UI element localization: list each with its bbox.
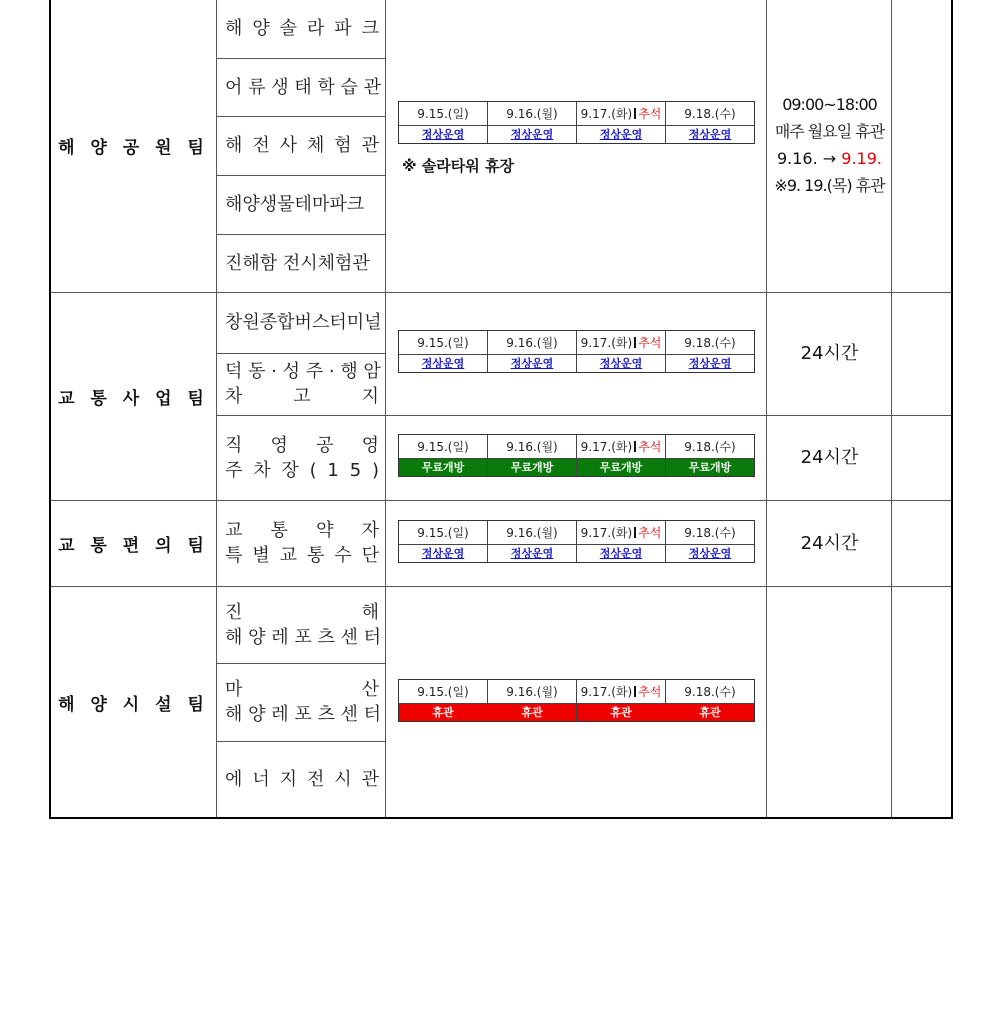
hours-closed-day: 매주 월요일 휴관	[774, 122, 885, 141]
facility-name	[217, 586, 387, 663]
date-cell: 9.15.(일)	[399, 102, 488, 126]
facility-label: 해 전 사 체 험 관	[225, 135, 379, 156]
facility-name	[217, 415, 387, 500]
status-cell: 정상운영	[488, 545, 577, 562]
operation-table	[49, 0, 953, 819]
facility-label: 차 고 지	[225, 386, 379, 407]
facility-name	[217, 234, 387, 292]
facility-name	[217, 741, 387, 817]
date-cell: 9.15.(일)	[399, 435, 488, 459]
date-cell: 9.15.(일)	[399, 331, 488, 355]
facility-label: 교 통 약 자	[225, 520, 379, 541]
team-name: 해 양 시 설 팀	[58, 695, 209, 715]
date-cell: 9.17.(화) 추석	[577, 680, 666, 704]
facility-name	[217, 58, 387, 116]
date-cell: 9.16.(월)	[488, 102, 577, 126]
schedule-table	[398, 434, 755, 477]
status-cell: 정상운영	[399, 545, 488, 562]
hours-change: 9.16. → 9.19.	[776, 149, 882, 168]
date-cell: 9.18.(수)	[666, 435, 754, 459]
date-cell: 9.17.(화) 추석	[577, 102, 666, 126]
status-cell: 정상운영	[688, 357, 732, 370]
date-cell: 9.17.(화) 추석	[577, 331, 666, 355]
date-cell: 9.18.(수)	[666, 680, 754, 704]
facility-name	[217, 0, 387, 58]
facility-label: 해양생물테마파크	[225, 194, 365, 215]
facility-name	[217, 663, 387, 741]
status-cell: 정상운영	[688, 547, 732, 560]
facility-label: 진 해	[225, 601, 379, 623]
schedule-table	[398, 101, 755, 144]
team-name: 교 통 사 업 팀	[58, 388, 209, 409]
facility-name	[217, 353, 387, 415]
date-cell: 9.18.(수)	[666, 331, 754, 355]
date-cell: 9.16.(월)	[488, 521, 577, 545]
holiday-label: 추석	[638, 107, 662, 121]
hours-time: 09:00~18:00	[782, 95, 877, 114]
note-text: ※ 솔라타워 휴장	[402, 157, 514, 175]
holiday-label: 추석	[638, 440, 662, 454]
schedule-table	[398, 520, 755, 563]
team-name: 해 양 공 원 팀	[58, 137, 209, 158]
hours-cell: 24시간	[800, 532, 859, 554]
date-cell: 9.17.(화) 추석	[577, 435, 666, 459]
facility-name	[217, 500, 387, 586]
schedule-table	[398, 330, 755, 373]
facility-label: 덕 동 · 성 주 · 행 암	[225, 361, 381, 382]
date-cell: 9.17.(화) 추석	[577, 521, 666, 545]
holiday-label: 추석	[638, 526, 662, 540]
team-name: 교 통 편 의 팀	[58, 535, 209, 556]
date-cell: 9.15.(일)	[399, 521, 488, 545]
date-cell: 9.18.(수)	[666, 521, 754, 545]
date-cell: 9.18.(수)	[666, 102, 754, 126]
status-cell: 정상운영	[488, 355, 577, 372]
facility-label: 에 너 지 전 시 관	[225, 768, 379, 790]
status-cell: 정상운영	[488, 126, 577, 143]
facility-label: 해 양 솔 라 파 크	[225, 17, 379, 39]
date-cell: 9.16.(월)	[488, 435, 577, 459]
status-cell: 정상운영	[577, 545, 666, 562]
hours-cell	[767, 0, 892, 292]
status-cell: 휴관	[577, 704, 666, 721]
status-cell: 정상운영	[399, 126, 488, 143]
facility-name	[217, 292, 387, 353]
status-cell: 정상운영	[688, 128, 732, 141]
status-cell: 무료개방	[399, 459, 488, 476]
facility-label: 어 류 생 태 학 습 관	[225, 76, 382, 98]
hours-note: ※9. 19.(목) 휴관	[774, 176, 885, 195]
status-cell: 무료개방	[666, 459, 754, 476]
date-cell: 9.15.(일)	[399, 680, 488, 704]
holiday-label: 추석	[638, 685, 662, 699]
hours-cell: 24시간	[800, 343, 859, 364]
status-cell: 정상운영	[399, 355, 488, 372]
hours-cell: 24시간	[800, 447, 859, 468]
facility-label: 직 영 공 영	[225, 434, 379, 456]
facility-label: 진해함 전시체험관	[225, 252, 370, 274]
status-cell: 무료개방	[577, 459, 666, 476]
date-cell: 9.16.(월)	[488, 680, 577, 704]
date-cell: 9.16.(월)	[488, 331, 577, 355]
holiday-label: 추석	[638, 336, 662, 350]
status-cell: 무료개방	[488, 459, 577, 476]
schedule-table	[398, 679, 755, 722]
facility-name	[217, 175, 387, 234]
status-cell: 정상운영	[577, 355, 666, 372]
facility-name	[217, 116, 387, 175]
facility-label: 특 별 교 통 수 단	[225, 545, 379, 566]
facility-label: 창원종합버스터미널	[225, 312, 382, 333]
status-cell: 휴관	[399, 704, 488, 721]
facility-label: 해 양 레 포 츠 센 터	[225, 626, 382, 648]
facility-label: 주 차 장 ( 1 5 )	[225, 459, 379, 481]
facility-label: 마 산	[225, 679, 379, 700]
status-cell: 휴관	[666, 704, 754, 721]
facility-label: 해 양 레 포 츠 센 터	[225, 704, 382, 725]
status-cell: 휴관	[488, 704, 577, 721]
status-cell: 정상운영	[577, 126, 666, 143]
